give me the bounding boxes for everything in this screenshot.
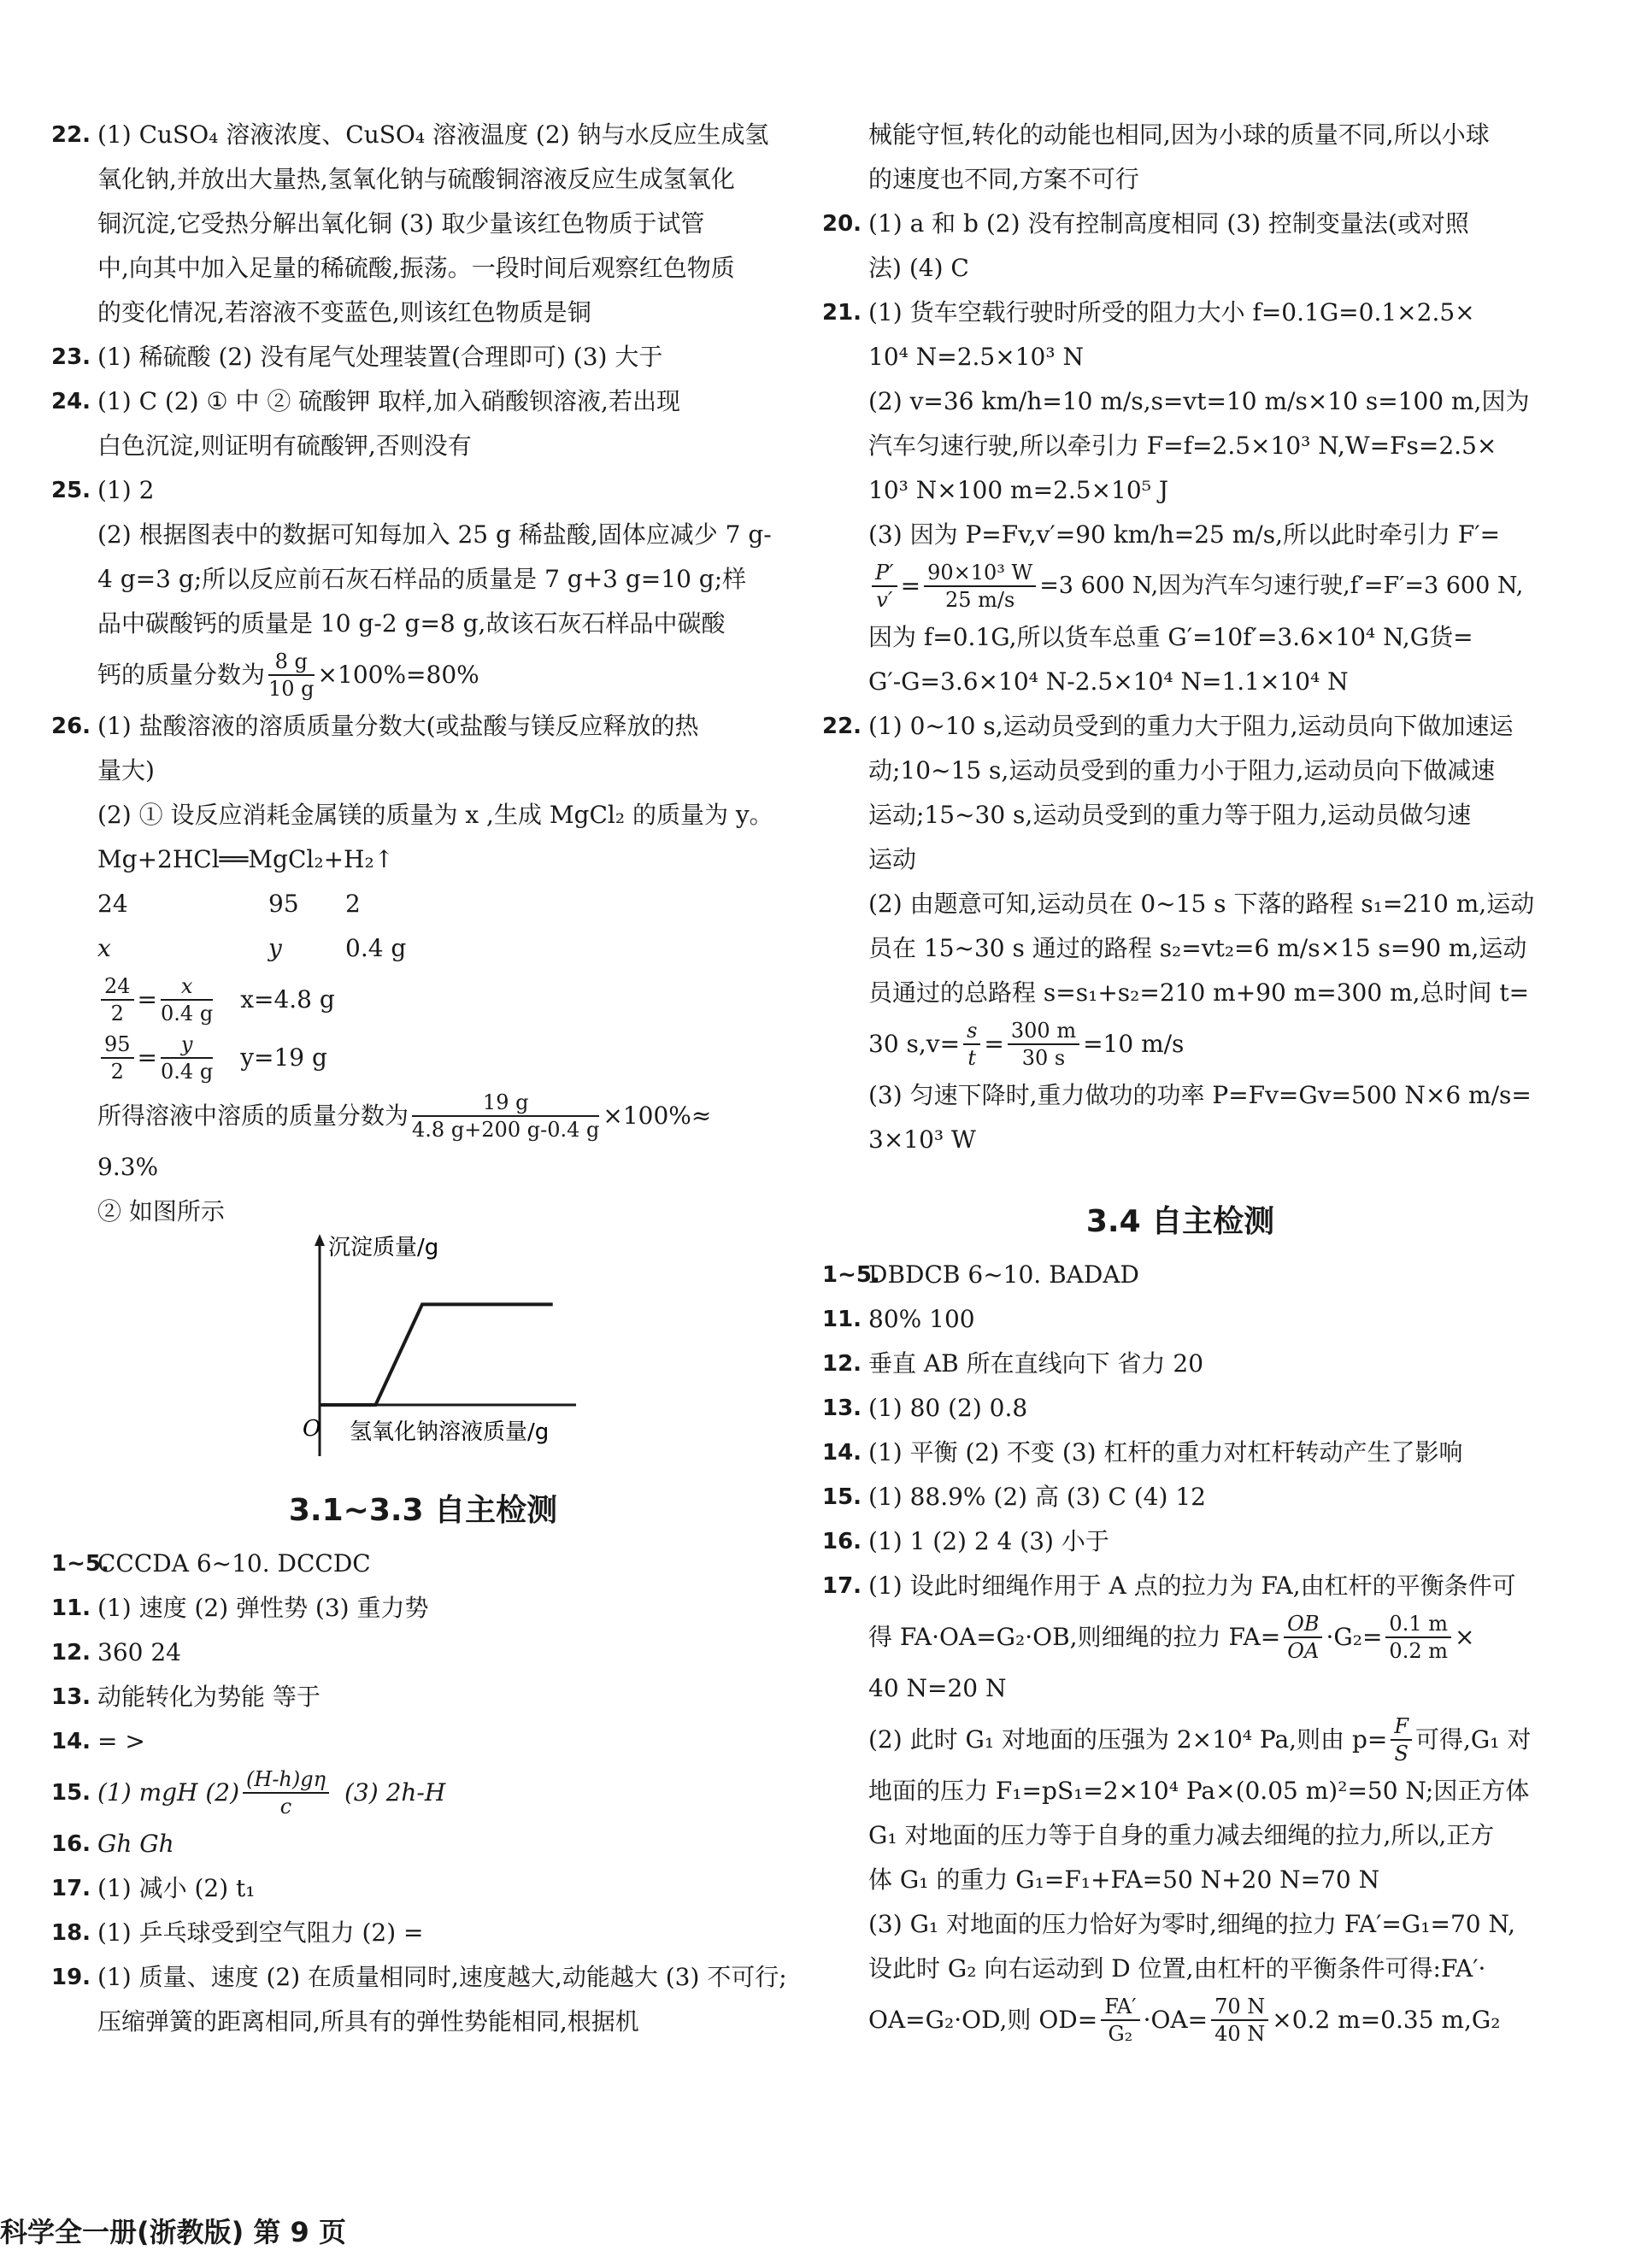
answer-line: 动能转化为势能 等于 <box>97 1683 321 1711</box>
formula-text: ×0.2 m=0.35 m,G₂ <box>1272 2006 1501 2034</box>
answer-line: 品中碳酸钙的质量是 10 g-2 g=8 g,故该石灰石样品中碳酸 <box>97 609 726 638</box>
formula-text: ·OA= <box>1143 2006 1209 2034</box>
question-number: 17. <box>51 1876 91 1901</box>
answer-line: = > <box>97 1727 145 1755</box>
answer-line: CCCDA 6~10. DCCDC <box>97 1549 371 1578</box>
answer-line: (1) 80 (2) 0.8 <box>868 1394 1028 1422</box>
question-number: 15. <box>51 1780 91 1806</box>
answer-line: 量大) <box>97 756 155 784</box>
answer-line: 氧化钠,并放出大量热,氢氧化钠与硫酸铜溶液反应生成氢氧化 <box>97 165 735 193</box>
question-25 <box>51 468 795 704</box>
question-22 <box>51 113 795 335</box>
numerator: s <box>963 1018 980 1045</box>
origin-label: O <box>303 1416 321 1442</box>
fraction <box>243 1766 329 1819</box>
question-number: 17. <box>822 1573 862 1599</box>
result-value: 9.3% <box>97 1153 159 1181</box>
section-title-3-4: 3.4 自主检测 <box>1085 1204 1275 1239</box>
answer-line: 因为 f=0.1G,所以货车总重 G′=10f′=3.6×10⁴ N,G货= <box>868 623 1473 651</box>
denominator: c <box>279 1795 292 1819</box>
formula-text: =3 600 N,因为汽车匀速行驶,f′=F′=3 600 N, <box>1039 573 1524 599</box>
question-number: 1~5. <box>822 1262 880 1288</box>
answer-line: 地面的压力 F₁=pS₁=2×10⁴ Pa×(0.05 m)²=50 N;因正方体 <box>868 1777 1530 1805</box>
formula-text: OA=G₂·OD,则 OD= <box>868 2006 1098 2034</box>
question-19-continued <box>822 113 1538 202</box>
question-20 <box>822 202 1538 291</box>
s2-q17 <box>822 1564 1538 2049</box>
fraction <box>872 560 897 613</box>
answer-line: 10⁴ N=2.5×10³ N <box>868 343 1084 371</box>
ratio-row <box>97 882 795 926</box>
section-title-3-1: 3.1~3.3 自主检测 <box>288 1493 558 1528</box>
answer-line: 中,向其中加入足量的稀硫酸,振荡。一段时间后观察红色物质 <box>97 254 735 282</box>
answer-line: (2) ① 设反应消耗金属镁的质量为 x ,生成 MgCl₂ 的质量为 y。 <box>97 801 773 829</box>
ratio-value: 2 <box>345 890 361 918</box>
chemical-equation: Mg+2HCl══MgCl₂+H₂↑ <box>97 845 395 873</box>
answer-line: (1) 平衡 (2) 不变 (3) 杠杆的重力对杠杆转动产生了影响 <box>868 1438 1463 1466</box>
denominator: 2 <box>110 1002 124 1025</box>
s2-q1-10 <box>822 1253 1538 1297</box>
equals: = <box>137 1043 158 1072</box>
s2-q14 <box>822 1431 1538 1475</box>
question-number: 20. <box>822 211 862 237</box>
question-number: 16. <box>51 1831 91 1857</box>
denominator: 0.4 g <box>161 1002 214 1025</box>
answer-line: 法) (4) C <box>868 254 969 282</box>
question-number: 1~5. <box>51 1551 109 1577</box>
percentage-formula <box>97 646 795 704</box>
answer-line: (1) CuSO₄ 溶液浓度、CuSO₄ 溶液温度 (2) 钠与水反应生成氢 <box>97 120 769 149</box>
s1-q1-10 <box>51 1542 795 1586</box>
numerator: y <box>161 1031 213 1059</box>
s2-q13 <box>822 1386 1538 1431</box>
s1-q14 <box>51 1719 795 1764</box>
question-number: 13. <box>51 1684 91 1710</box>
ratio-value: 24 <box>97 890 128 918</box>
question-number: 12. <box>822 1351 862 1377</box>
answer-line: 10³ N×100 m=2.5×10⁵ J <box>868 476 1169 504</box>
answer-line: DBDCB 6~10. BADAD <box>868 1260 1139 1289</box>
question-number: 22. <box>822 714 862 739</box>
s1-q15 <box>51 1764 795 1822</box>
formula-text: (2) 此时 G₁ 对地面的压强为 2×10⁴ Pa,则由 p= <box>868 1725 1388 1754</box>
answer-line: (1) 1 (2) 2 4 (3) 小于 <box>868 1527 1109 1555</box>
x-axis-label: 氢氧化钠溶液质量/g <box>350 1419 550 1445</box>
answer-line: (1) 速度 (2) 弹性势 (3) 重力势 <box>97 1594 429 1622</box>
s2-q12 <box>822 1342 1538 1386</box>
numerator: F <box>1391 1713 1412 1741</box>
answer-line: 汽车匀速行驶,所以牵引力 F=f=2.5×10³ N,W=Fs=2.5× <box>868 432 1497 460</box>
answer-line: (1) 2 <box>97 476 155 504</box>
formula-text: (1) mgH (2) <box>97 1778 240 1807</box>
question-number: 23. <box>51 344 91 370</box>
s1-q19 <box>51 1955 795 2044</box>
answer-line: 运动 <box>868 845 917 873</box>
fraction <box>1391 1713 1412 1766</box>
denominator: G₂ <box>1108 2022 1133 2046</box>
answer-line: (1) 质量、速度 (2) 在质量相同时,速度越大,动能越大 (3) 不可行;压缩弹簧的距离相同,所具有的弹性势能相同,根据机 <box>97 1963 787 2036</box>
pressure-formula <box>868 1711 1538 1769</box>
numerator: OB <box>1284 1611 1322 1638</box>
question-number: 14. <box>51 1729 91 1754</box>
question-number: 19. <box>51 1965 91 1990</box>
answer-line: 垂直 AB 所在直线向下 省力 20 <box>868 1349 1204 1378</box>
s1-q11 <box>51 1586 795 1630</box>
answer-line: 4 g=3 g;所以反应前石灰石样品的质量是 7 g+3 g=10 g;样 <box>97 565 747 593</box>
formula-text: ×100%≈ <box>603 1102 712 1130</box>
numerator: 90×10³ W <box>924 560 1036 587</box>
s2-q11 <box>822 1297 1538 1342</box>
question-number: 15. <box>822 1484 862 1510</box>
answer-line: (1) 乒乓球受到空气阻力 (2) = <box>97 1918 424 1947</box>
question-24 <box>51 379 795 468</box>
answer-line: Gh Gh <box>97 1830 174 1858</box>
numerator: 8 g <box>268 649 315 676</box>
answer-formula <box>97 1764 795 1822</box>
denominator: 40 N <box>1214 2022 1266 2046</box>
question-number: 24. <box>51 389 91 414</box>
fraction <box>1008 1018 1079 1071</box>
y-axis-label: 沉淀质量/g <box>328 1235 439 1260</box>
answer-line: (3) G₁ 对地面的压力恰好为零时,细绳的拉力 FA′=G₁=70 N, <box>868 1910 1516 1938</box>
equals: = <box>984 1030 1004 1058</box>
question-number: 26. <box>51 714 91 739</box>
formula-text: =10 m/s <box>1083 1030 1185 1058</box>
denominator: 0.2 m <box>1389 1639 1448 1663</box>
answer-line: 360 24 <box>97 1638 181 1666</box>
formula-text: ·G₂= <box>1326 1623 1383 1651</box>
question-number: 13. <box>822 1395 862 1421</box>
answer-line: 员通过的总路程 s=s₁+s₂=210 m+90 m=300 m,总时间 t= <box>868 978 1530 1007</box>
answer-line: 铜沉淀,它受热分解出氧化铜 (3) 取少量该红色物质于试管 <box>97 209 705 238</box>
series-line <box>320 1304 553 1405</box>
answer-line: (1) 稀硫酸 (2) 没有尾气处理装置(合理即可) (3) 大于 <box>97 343 663 371</box>
ratio-value: 95 <box>268 890 299 918</box>
answer-line: (2) 由题意可知,运动员在 0~15 s 下落的路程 s₁=210 m,运动 <box>868 890 1535 918</box>
equals: = <box>137 985 158 1014</box>
s2-q16 <box>822 1519 1538 1564</box>
answer-line: 的变化情况,若溶液不变蓝色,则该红色物质是铜 <box>97 298 591 326</box>
denominator: 0.4 g <box>161 1060 214 1084</box>
s1-q12 <box>51 1630 795 1675</box>
denominator: 25 m/s <box>944 588 1015 612</box>
answer-line: 3×10³ W <box>868 1125 976 1154</box>
fraction <box>412 1090 599 1143</box>
s1-q16 <box>51 1822 795 1866</box>
numerator: x <box>161 973 213 1001</box>
question-number: 11. <box>822 1307 862 1332</box>
numerator: FA′ <box>1101 1994 1139 2021</box>
mass-fraction-formula <box>51 1087 795 1145</box>
answer-line: 40 N=20 N <box>868 1674 1007 1702</box>
s1-q17 <box>51 1866 795 1911</box>
answer-line: (1) 减小 (2) t₁ <box>97 1874 256 1902</box>
answer-line: (1) 0~10 s,运动员受到的重力大于阻力,运动员向下做加速运 <box>868 712 1514 740</box>
graph-caption: ② 如图所示 <box>97 1197 225 1225</box>
denominator: 10 g <box>268 677 315 701</box>
formula-text: 得 FA·OA=G₂·OB,则细绳的拉力 FA= <box>868 1623 1281 1651</box>
question-number: 11. <box>51 1595 91 1621</box>
answer-line: (1) 货车空载行驶时所受的阻力大小 f=0.1G=0.1×2.5× <box>868 298 1475 326</box>
numerator: 19 g <box>412 1090 599 1117</box>
proportion-x <box>97 971 795 1029</box>
result: x=4.8 g <box>240 985 335 1014</box>
answer-line: (2) 根据图表中的数据可知每加入 25 g 稀盐酸,固体应减少 7 g- <box>97 520 772 549</box>
question-number: 21. <box>822 300 862 326</box>
fraction <box>101 973 134 1026</box>
numerator: 95 <box>101 1031 134 1059</box>
answer-line: 白色沉淀,则证明有硫酸钾,否则没有 <box>97 432 472 460</box>
denominator: OA <box>1287 1639 1320 1663</box>
precipitate-graph <box>303 1234 593 1466</box>
fraction <box>1101 1994 1139 2047</box>
answer-line: (3) 因为 P=Fv,v′=90 km/h=25 m/s,所以此时牵引力 F′= <box>868 520 1501 549</box>
answer-line: (1) C (2) ① 中 ② 硫酸钾 取样,加入硝酸钡溶液,若出现 <box>97 387 680 415</box>
fraction <box>1385 1611 1451 1664</box>
question-number: 16. <box>822 1529 862 1554</box>
fraction <box>1211 1994 1268 2047</box>
fraction <box>101 1031 134 1084</box>
proportion-y <box>97 1029 795 1087</box>
question-number: 12. <box>51 1640 91 1666</box>
fraction <box>161 973 213 1026</box>
variable-value: 0.4 g <box>345 934 407 962</box>
answer-line: 械能守恒,转化的动能也相同,因为小球的质量不同,所以小球 <box>868 120 1490 149</box>
denominator: 4.8 g+200 g-0.4 g <box>412 1118 600 1142</box>
answer-line: G₁ 对地面的压力等于自身的重力减去细绳的拉力,所以,正方 <box>868 1821 1495 1849</box>
answer-line: (2) v=36 km/h=10 m/s,s=vt=10 m/s×10 s=100 m,因为 <box>868 387 1530 415</box>
fraction <box>1284 1611 1322 1664</box>
denominator: 30 s <box>1021 1046 1066 1070</box>
variable-row <box>97 926 795 971</box>
denominator: t <box>967 1046 977 1070</box>
answer-line: 设此时 G₂ 向右运动到 D 位置,由杠杆的平衡条件可得:FA′· <box>868 1954 1486 1983</box>
fraction <box>963 1018 980 1071</box>
formula-text: × <box>1454 1623 1475 1651</box>
variable-value: y <box>268 934 282 962</box>
question-21 <box>822 291 1538 704</box>
numerator: (H-h)gη <box>243 1766 329 1794</box>
answer-line: 的速度也不同,方案不可行 <box>868 165 1139 193</box>
numerator: 0.1 m <box>1385 1611 1451 1638</box>
question-number: 14. <box>822 1440 862 1466</box>
answer-line: (1) 盐酸溶液的溶质质量分数大(或盐酸与镁反应释放的热 <box>97 712 699 740</box>
equals: = <box>900 572 921 600</box>
numerator: 70 N <box>1211 1994 1268 2021</box>
left-column <box>51 113 795 2044</box>
question-number: 22. <box>51 122 91 148</box>
answer-line: 运动;15~30 s,运动员受到的重力等于阻力,运动员做匀速 <box>868 801 1472 829</box>
question-26 <box>51 704 795 1466</box>
denominator: S <box>1394 1742 1408 1766</box>
numerator: P′ <box>872 560 897 587</box>
s1-q13 <box>51 1675 795 1719</box>
answer-line: 员在 15~30 s 通过的路程 s₂=vt₂=6 m/s×15 s=90 m,运动 <box>868 934 1527 962</box>
fraction <box>268 649 315 702</box>
distance-formula <box>868 1991 1538 2049</box>
velocity-formula <box>868 1015 1538 1073</box>
lever-formula <box>868 1608 1538 1666</box>
answer-line: 体 G₁ 的重力 G₁=F₁+FA=50 N+20 N=70 N <box>868 1866 1380 1894</box>
fraction <box>161 1031 213 1084</box>
answer-line: 动;10~15 s,运动员受到的重力小于阻力,运动员向下做减速 <box>868 756 1496 784</box>
question-23 <box>51 335 795 379</box>
question-number: 25. <box>51 478 91 503</box>
numerator: 300 m <box>1008 1018 1079 1045</box>
formula-text: 可得,G₁ 对 <box>1415 1725 1532 1754</box>
y-axis-arrow <box>315 1234 325 1246</box>
answer-line: (3) 匀速下降时,重力做功的功率 P=Fv=Gv=500 N×6 m/s= <box>868 1081 1532 1109</box>
result: y=19 g <box>240 1043 327 1072</box>
traction-formula <box>868 557 1538 615</box>
fraction <box>924 560 1036 613</box>
question-22-right <box>822 704 1538 1162</box>
answer-line: G′-G=3.6×10⁴ N-2.5×10⁴ N=1.1×10⁴ N <box>868 667 1349 696</box>
formula-text: 所得溶液中溶质的质量分数为 <box>97 1102 409 1130</box>
question-number: 18. <box>51 1920 91 1946</box>
variable-value: x <box>97 934 111 962</box>
s2-q15 <box>822 1475 1538 1519</box>
formula-text: (3) 2h-H <box>344 1778 446 1807</box>
formula-text: 钙的质量分数为 <box>97 661 266 689</box>
answer-line: 80% 100 <box>868 1305 975 1333</box>
answer-line: (1) 设此时细绳作用于 A 点的拉力为 FA,由杠杆的平衡条件可 <box>868 1572 1516 1600</box>
page-footer: 科学全一册(浙教版) 第 9 页 <box>0 2216 346 2248</box>
answer-line: (1) 88.9% (2) 高 (3) C (4) 12 <box>868 1483 1206 1511</box>
formula-text: 30 s,v= <box>868 1030 961 1058</box>
s1-q18 <box>51 1911 795 1955</box>
denominator: 2 <box>110 1060 124 1084</box>
numerator: 24 <box>101 973 134 1001</box>
right-column <box>822 113 1538 2049</box>
formula-text: ×100%=80% <box>317 661 479 689</box>
denominator: v′ <box>876 588 893 612</box>
answer-line: (1) a 和 b (2) 没有控制高度相同 (3) 控制变量法(或对照 <box>868 209 1469 238</box>
